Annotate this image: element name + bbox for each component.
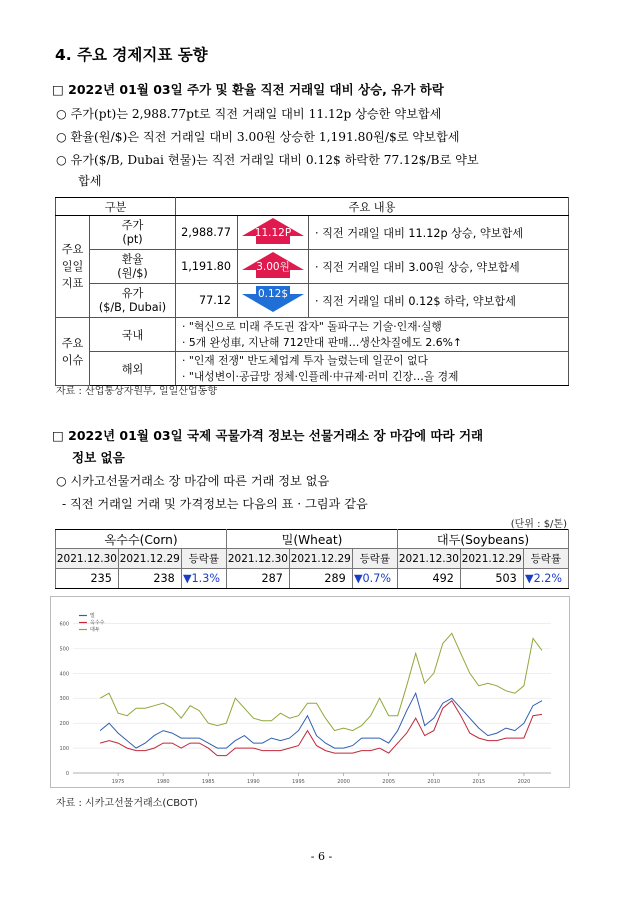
table1-source: 자료 : 산업통상자원부, 일일산업동향 [56, 386, 217, 397]
legend-label: 옥수수 [90, 620, 105, 626]
price-cell: 503 [460, 569, 523, 589]
price-cell: 238 [118, 569, 181, 589]
change-rate-cell: ▼2.2% [523, 569, 568, 589]
grain-price-chart [50, 596, 570, 788]
row-desc-stock: · 직전 거래일 대비 11.12p 상승, 약보합세 [309, 216, 569, 250]
row-desc-oil: · 직전 거래일 대비 0.12$ 하락, 약보합세 [309, 284, 569, 318]
issue-domestic-line-2: · 5개 완성車, 지난해 712만대 판매…생산차질에도 2.6%↑ [182, 335, 462, 349]
x-tick-label: 1980 [156, 779, 170, 785]
group-corn: 옥수수(Corn) [56, 530, 227, 549]
change-rate-header: 등락률 [181, 549, 226, 569]
y-tick-label: 500 [59, 646, 69, 653]
y-tick-label: 300 [59, 696, 69, 703]
up-arrow-icon [238, 216, 308, 246]
row-label-exchange: 환율 (원/$) [90, 250, 176, 284]
row-desc-exchange: · 직전 거래일 대비 3.00원 상승, 약보합세 [309, 250, 569, 284]
issue-lines-foreign [176, 352, 569, 386]
x-tick-label: 1995 [292, 779, 305, 785]
x-tick-label: 2000 [337, 779, 350, 785]
row-label-stock: 주가 (pt) [90, 216, 176, 250]
price-cell: 289 [289, 569, 352, 589]
change-arrow-stock [238, 216, 309, 250]
section-title: 4. 주요 경제지표 동향 [55, 46, 208, 64]
issue-domestic-line-1: · "혁신으로 미래 주도권 잡자" 돌파구는 기술·인재·실행 [182, 319, 442, 333]
x-tick-label: 2010 [427, 779, 441, 785]
change-label-stock: 11.12P [254, 227, 292, 239]
header-content: 주요 내용 [176, 198, 569, 216]
series-line-0 [100, 693, 542, 748]
x-tick-label: 2015 [472, 779, 486, 785]
date-cell: 2021.12.30 [397, 549, 460, 569]
change-rate-cell: ▼0.7% [352, 569, 397, 589]
bullet-stock: ○ 주가(pt)는 2,988.77pt로 직전 거래일 대비 11.12p 상승한 약보합세 [56, 107, 442, 121]
y-tick-label: 400 [59, 671, 69, 678]
issue-foreign-line-2: · "내성변이·공급망 정체·인플레·中규제·러미 긴장…올 경제 [182, 369, 459, 383]
indicators-table [55, 197, 569, 386]
legend-label: 밀 [90, 613, 95, 619]
chart-svg [51, 597, 569, 787]
row-value-exchange: 1,191.80 [176, 250, 238, 284]
price-cell: 492 [397, 569, 460, 589]
date-cell: 2021.12.29 [118, 549, 181, 569]
group-major-issues: 주요 이슈 [56, 318, 90, 386]
issue-foreign-line-1: · "인재 전쟁" 반도체업계 투자 늘렸는데 일꾼이 없다 [182, 353, 428, 367]
date-cell: 2021.12.30 [226, 549, 289, 569]
change-rate-header: 등락률 [352, 549, 397, 569]
y-tick-label: 0 [65, 771, 69, 777]
bullet-exchange: ○ 환율(원/$)은 직전 거래일 대비 3.00원 상승한 1,191.80원/$로 약보합세 [56, 130, 460, 144]
down-arrow-icon [238, 284, 308, 314]
row-value-oil: 77.12 [176, 284, 238, 318]
x-tick-label: 1990 [247, 779, 260, 785]
change-arrow-exchange [238, 250, 309, 284]
bullet-no-trading: ○ 시카고선물거래소 장 마감에 따른 거래 정보 없음 [56, 474, 330, 488]
x-tick-label: 1985 [201, 779, 215, 785]
group-daily-indicators: 주요 일일 지표 [56, 216, 90, 318]
unit-label: (단위 : $/톤) [510, 519, 567, 530]
bullet-prev-day: - 직전 거래일 거래 및 가격정보는 다음의 표 · 그림과 같음 [62, 497, 368, 511]
date-cell: 2021.12.29 [460, 549, 523, 569]
row-label-oil: 유가 ($/B, Dubai) [90, 284, 176, 318]
subsection-title-indicators: □ 2022년 01월 03일 주가 및 환율 직전 거래일 대비 상승, 유가 하락 [52, 82, 444, 97]
price-cell: 235 [56, 569, 119, 589]
x-tick-label: 2020 [517, 779, 531, 785]
y-tick-label: 600 [59, 621, 69, 628]
x-tick-label: 1975 [111, 779, 125, 785]
issue-lines-domestic [176, 318, 569, 352]
change-rate-cell: ▼1.3% [181, 569, 226, 589]
date-cell: 2021.12.29 [289, 549, 352, 569]
up-arrow-icon [238, 250, 308, 280]
change-label-oil: 0.12$ [257, 288, 289, 300]
issue-label-foreign: 해외 [90, 352, 176, 386]
chart-source: 자료 : 시카고선물거래소(CBOT) [56, 798, 198, 809]
page-number: - 6 - [310, 850, 333, 863]
header-category: 구분 [56, 198, 176, 216]
group-soybeans: 대두(Soybeans) [397, 530, 568, 549]
subsection-title-grains-cont: 정보 없음 [72, 450, 125, 465]
legend-label: 대두 [90, 627, 100, 633]
row-value-stock: 2,988.77 [176, 216, 238, 250]
issue-label-domestic: 국내 [90, 318, 176, 352]
y-tick-label: 200 [59, 721, 69, 728]
date-cell: 2021.12.30 [56, 549, 119, 569]
grain-price-table [55, 529, 569, 589]
change-rate-header: 등락률 [523, 549, 568, 569]
bullet-oil-cont: 합세 [78, 174, 102, 188]
change-arrow-oil [238, 284, 309, 318]
x-tick-label: 2005 [382, 779, 396, 785]
price-cell: 287 [226, 569, 289, 589]
series-line-2 [100, 633, 542, 730]
series-line-1 [100, 701, 542, 756]
subsection-title-grains: □ 2022년 01월 03일 국제 곡물가격 정보는 선물거래소 장 마감에 따라 거래 [52, 428, 484, 443]
group-wheat: 밀(Wheat) [226, 530, 397, 549]
bullet-oil: ○ 유가($/B, Dubai 현물)는 직전 거래일 대비 0.12$ 하락한 77.12$/B로 약보 [56, 153, 479, 167]
change-label-exchange: 3.00원 [256, 261, 290, 273]
y-tick-label: 100 [59, 746, 69, 753]
